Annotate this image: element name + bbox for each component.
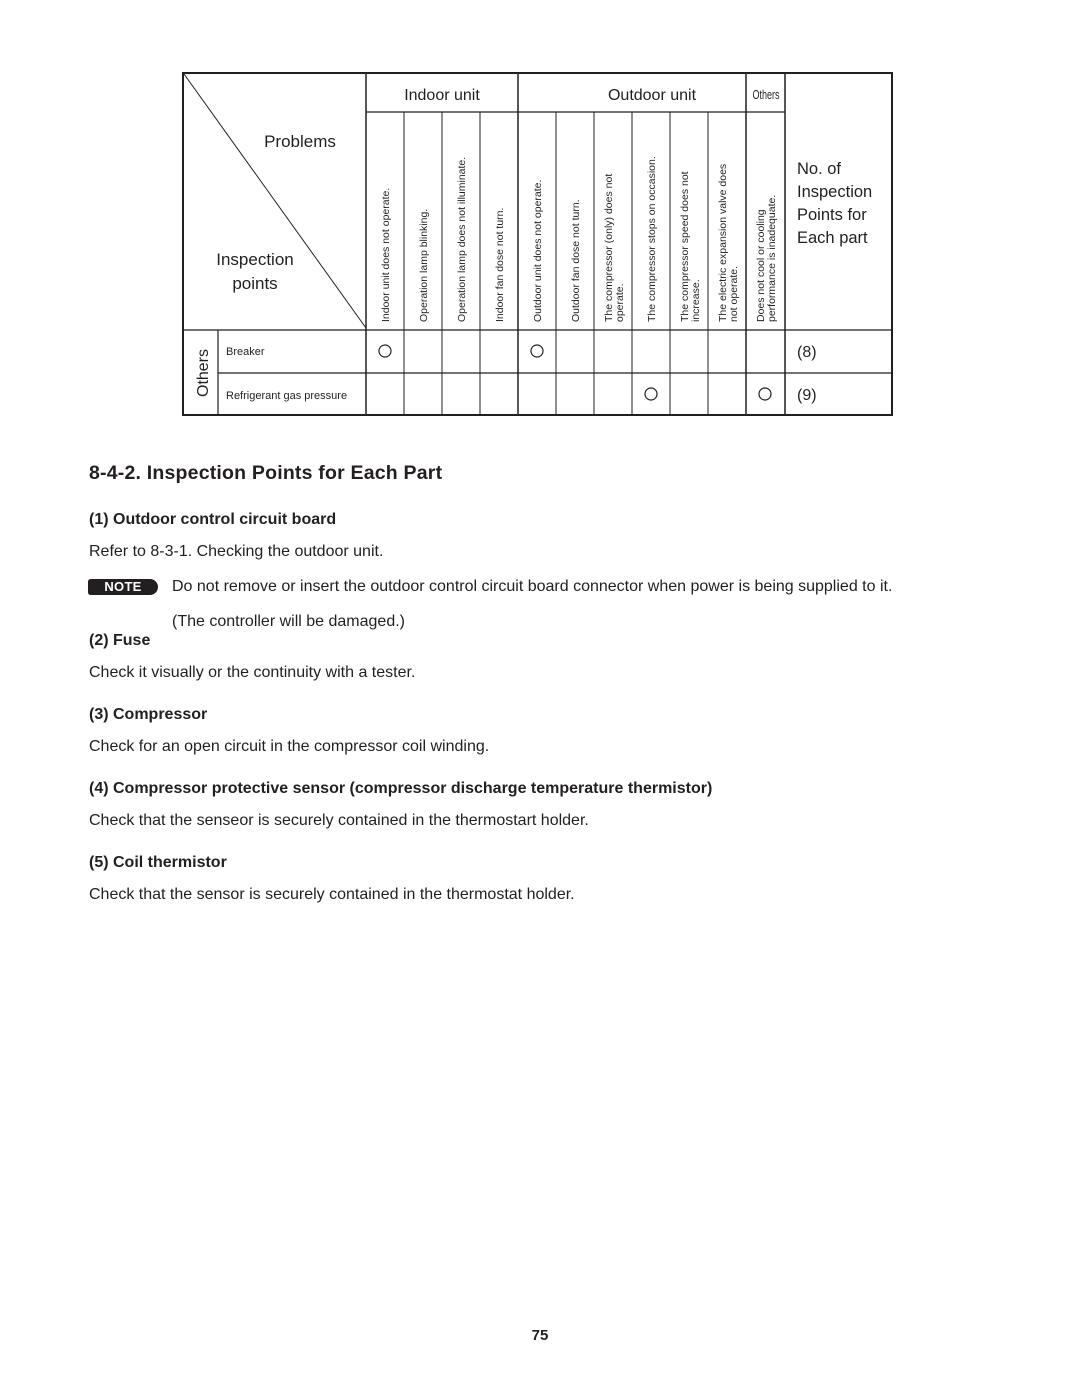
inspection-points-label-line1: Inspection (216, 250, 294, 269)
column-header-9-line1: The compressor speed does not (679, 171, 691, 322)
page-number: 75 (531, 1327, 549, 1344)
heading-outdoor-control-circuit-board: (1) Outdoor control circuit board (89, 511, 337, 528)
column-header-9-line2: increase. (690, 279, 702, 322)
column-header-6: Outdoor fan dose not turn. (570, 199, 582, 322)
no-inspection-line4: Each part (797, 229, 868, 247)
no-inspection-line1: No. of (797, 160, 842, 178)
text-outdoor-control-circuit-board: Refer to 8-3-1. Checking the outdoor unit. (89, 543, 384, 560)
column-header-7-line1: The compressor (only) does not (603, 173, 615, 322)
column-header-11-line1: Does not cool or cooling (755, 209, 767, 322)
group-header-indoor: Indoor unit (404, 87, 480, 104)
text-fuse: Check it visually or the continuity with a tester. (89, 664, 416, 681)
row-group-others-label: Others (195, 348, 212, 398)
mark-circle-row1-col1 (379, 345, 391, 357)
heading-compressor: (3) Compressor (89, 706, 208, 723)
column-header-2: Operation lamp blinking. (418, 208, 430, 322)
problems-label: Problems (264, 132, 336, 151)
note-text-line2: (The controller will be damaged.) (172, 613, 405, 630)
section-title: 8-4-2. Inspection Points for Each Part (89, 462, 443, 484)
mark-circle-row1-col5 (531, 345, 543, 357)
heading-coil-thermistor: (5) Coil thermistor (89, 854, 227, 871)
column-header-10-line2: not operate. (728, 265, 740, 322)
no-inspection-line2: Inspection (797, 183, 873, 201)
row-label-breaker: Breaker (226, 346, 265, 358)
text-coil-thermistor: Check that the sensor is securely contained in the thermostat holder. (89, 886, 575, 903)
column-header-1: Indoor unit does not operate. (380, 187, 392, 322)
note-badge: NOTE (88, 579, 158, 595)
column-header-8: The compressor stops on occasion. (646, 156, 658, 322)
column-header-7-line2: operate. (614, 283, 626, 322)
text-compressor-protective-sensor: Check that the senseor is securely contained in the thermostart holder. (89, 812, 589, 829)
row-ref-refrigerant-gas-pressure: (9) (797, 387, 817, 404)
heading-fuse: (2) Fuse (89, 632, 151, 649)
column-header-4: Indoor fan dose not turn. (494, 207, 506, 322)
heading-compressor-protective-sensor: (4) Compressor protective sensor (compressor discharge temperature thermistor) (89, 780, 713, 797)
column-header-10-line1: The electric expansion valve does (717, 163, 729, 322)
row-label-refrigerant-gas-pressure: Refrigerant gas pressure (226, 390, 348, 402)
column-header-11-line2: performance is inadequate. (766, 194, 778, 322)
text-compressor: Check for an open circuit in the compressor coil winding. (89, 738, 490, 755)
row-ref-breaker: (8) (797, 344, 817, 361)
note-text-line1: Do not remove or insert the outdoor control circuit board connector when power is being supplied to it. (172, 578, 893, 595)
inspection-table (0, 0, 1080, 430)
column-header-3: Operation lamp does not illuminate. (456, 156, 468, 322)
no-inspection-line3: Points for (797, 206, 867, 224)
mark-circle-row2-col8 (645, 388, 657, 400)
column-header-5: Outdoor unit does not operate. (532, 179, 544, 322)
group-header-outdoor: Outdoor unit (607, 87, 697, 104)
group-header-others: Others (752, 87, 780, 102)
mark-circle-row2-col11 (759, 388, 771, 400)
inspection-points-label-line2: points (232, 274, 278, 293)
